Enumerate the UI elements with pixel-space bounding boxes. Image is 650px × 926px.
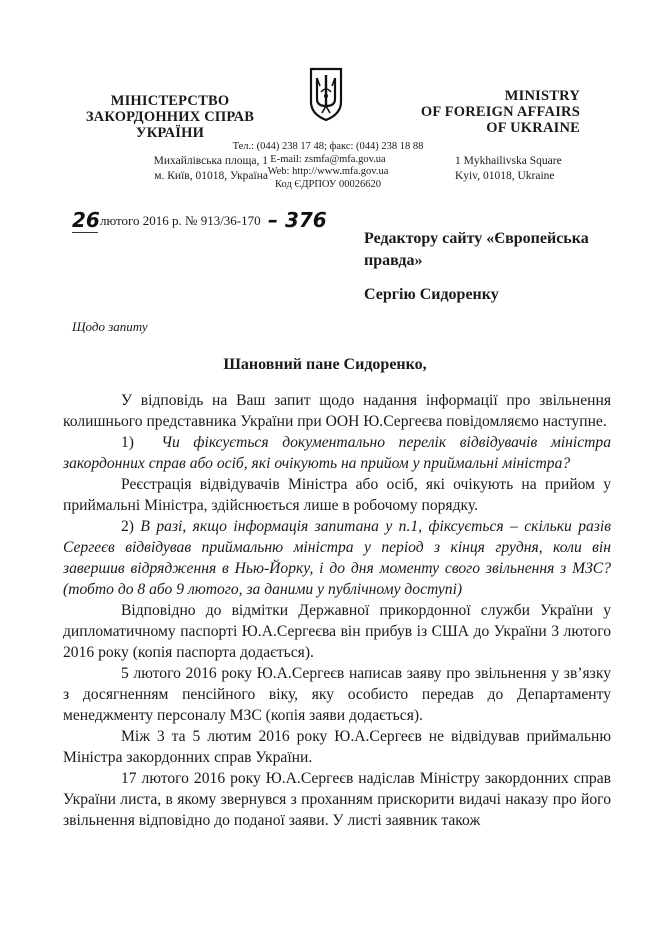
contact-email: E-mail: zsmfa@mfa.gov.ua xyxy=(270,153,386,165)
contact-phone: Тел.: (044) 238 17 48; факс: (044) 238 18 88 xyxy=(232,141,424,152)
question-number: 2) xyxy=(121,518,134,535)
addressee-line: правда» xyxy=(364,252,423,269)
ministry-title-ua-line: ЗАКОРДОННИХ СПРАВ xyxy=(85,109,255,125)
contact-block xyxy=(228,141,428,191)
ministry-title-en-line: OF FOREIGN AFFAIRS xyxy=(420,104,580,120)
reference-printed: лютого 2016 р. № 913/36-170 xyxy=(100,213,261,228)
address-en-line: 1 Mykhailivska Square xyxy=(455,155,562,167)
question-paragraph xyxy=(63,432,611,474)
paragraph: Між 3 та 5 лютим 2016 року Ю.А.Сергеєв не відвідував приймальню Міністра закордонних справ України. xyxy=(63,728,611,766)
letter-body xyxy=(63,390,611,831)
address-ua-line: Михайлівська площа, 1 xyxy=(153,155,268,167)
address-ua-line: м. Київ, 01018, Україна xyxy=(154,170,268,182)
contact-edrpou: Код ЄДРПОУ 00026620 xyxy=(275,178,381,190)
question-text: В разі, якщо інформація запитана у п.1, фіксується – скільки разів Сергеєв відвідував приймальню міністра у період з кінця грудня, коли він завершив відрядження в Нью-Йорку, і до дня моменту свого звільнення з МЗС? (тобто до 8 або 9 лютого, за даними у публічному доступі) xyxy=(63,518,611,598)
paragraph: 17 лютого 2016 року Ю.А.Сергеєв надіслав Міністру закордонних справ України листа, в якому звернувся з проханням прискорити видачі наказу про його звільнення відповідно до поданої заяви. У листі заявник також xyxy=(63,770,611,829)
reference-underline xyxy=(72,232,98,233)
ministry-title-en xyxy=(400,88,580,136)
paragraph: Відповідно до відмітки Державної прикордонної служби України у дипломатичному паспорті Ю.А.Сергеєва він прибув із США до України 3 лютого 2016 року (копія паспорта додається). xyxy=(63,602,611,661)
handwritten-day: 26 xyxy=(72,208,100,232)
letterhead xyxy=(0,0,650,200)
question-text: Чи фіксується документально перелік відвідувачів міністра закордонних справ або осіб, які очікують на прийом у приймальні міністра? xyxy=(63,434,612,472)
addressee xyxy=(364,228,634,306)
ministry-title-ua xyxy=(70,93,270,141)
reference-line xyxy=(72,208,392,238)
ministry-title-en-line: OF UKRAINE xyxy=(486,120,580,136)
handwritten-number: – 376 xyxy=(268,208,327,232)
tryzub-emblem-icon xyxy=(306,66,346,122)
ministry-title-en-line: MINISTRY xyxy=(504,88,580,104)
question-paragraph xyxy=(63,516,611,600)
contact-web: Web: http://www.mfa.gov.ua xyxy=(267,166,389,177)
ministry-title-ua-line: МІНІСТЕРСТВО xyxy=(110,93,230,109)
paragraph: 5 лютого 2016 року Ю.А.Сергеєв написав заяву про звільнення у зв’язку з досягненням пенсійного віку, яку особисто передав до Департаменту менеджменту персоналу МЗС (копія заяви додається). xyxy=(63,665,611,724)
question-number: 1) xyxy=(121,434,134,451)
subject-line: Щодо запиту xyxy=(72,319,148,334)
address-en xyxy=(455,154,595,184)
ministry-title-ua-line: УКРАЇНИ xyxy=(135,125,205,141)
paragraph: У відповідь на Ваш запит щодо надання інформації про звільнення колишнього представника України при ООН Ю.Сергеєва повідомляємо наступне. xyxy=(63,392,611,430)
addressee-line: Редактору сайту «Європейська xyxy=(364,230,589,247)
addressee-name: Сергію Сидоренку xyxy=(364,286,499,303)
salutation: Шановний пане Сидоренко, xyxy=(223,356,427,373)
address-en-line: Kyiv, 01018, Ukraine xyxy=(455,170,555,182)
paragraph: Реєстрація відвідувачів Міністра або осіб, які очікують на прийом у приймальні Міністра, здійснюється лише в робочому порядку. xyxy=(63,476,611,514)
